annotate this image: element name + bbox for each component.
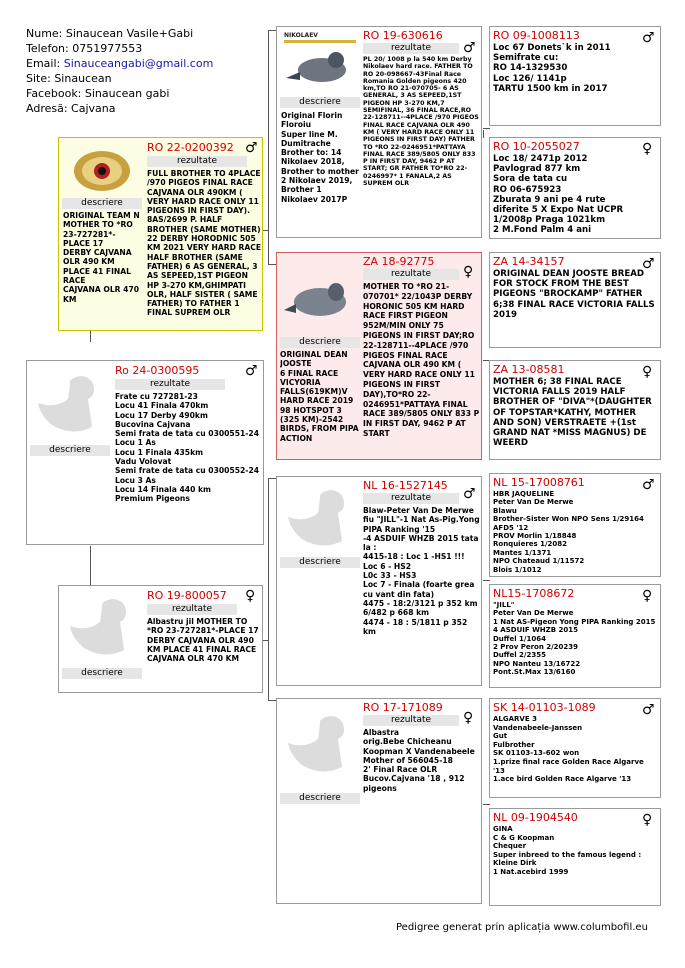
- gs2-results: Blaw-Peter Van De Merwe fiu "JILL"-1 Nat As-Pig.Yong PIPA Ranking '15 -4 ASDUIF WHZB 2015 tata la : 4415-18 : Loc 1 -HS1 !!! Loc 6 - HS2 L0c 33 - HS3 Loc 7 - Finala (foarte grea cu vant din fata) 4475 - 18:2/3121 p 352 km 6/482 p 668 km 4474 - 18 : 5/1811 p 352 km: [363, 506, 480, 636]
- ggp-7-results: ALGARVE 3 Vandenabeele-Janssen Gut Fulbrother SK 01103-13-602 won 1.prize final race Golden Race Algarve '13 1.ace bird Golden Race Algarve '13: [493, 715, 644, 784]
- gd2-photo: [280, 702, 360, 792]
- gd1-results: MOTHER TO *RO 21-070701* 22/1043P DERBY HORONIC 505 KM HARD RACE FIRST PIGEON 952M/MIN ONLY 75 PIGEONS IN FIRST DAY;RO 22-128711--4PLACE /970 PIGEOS FINAL RACE CAJVANA OLR 490 KM ( VERY HARD RACE ONLY 11 PIGEONS IN FIRST DAY),TO*RO 22-0246951*PATTAYA FINAL RACE 389/5805 ONLY 833 P IN FIRST DAY, 9462 P AT START: [363, 282, 480, 438]
- ggp-8-ring: NL 09-1904540: [493, 811, 578, 824]
- male-icon: ♂: [245, 363, 258, 379]
- ggp-card-8[interactable]: [489, 808, 661, 906]
- owner-phone: Telefon: 0751977553: [26, 42, 143, 55]
- ggp-3-results: ORIGINAL DEAN JOOSTE BREAD FOR STOCK FROM THE BEST PIGEONS "BROCKAMP" FATHER 6;38 FINAL RACE VICTORIA FALLS 2019: [493, 269, 655, 320]
- owner-info: [26, 26, 213, 116]
- pigeon-silhouette-icon: [62, 589, 142, 667]
- male-icon: ♂: [463, 486, 476, 502]
- owner-address: Adresă: Cajvana: [26, 102, 116, 115]
- subject-photo: [30, 364, 110, 448]
- ggp-6-ring: NL15-1708672: [493, 587, 575, 600]
- gd2-results: Albastra orig.Bebe Chicheanu Koopman X Vandenabeele Mother of 566045-18 2' Final Race OLR Bucov.Cajvana '18 , 912 pigeons: [363, 728, 475, 793]
- female-icon: ♀: [463, 710, 474, 726]
- subject-card[interactable]: [26, 360, 264, 545]
- owner-email-label: Email:: [26, 57, 64, 70]
- connector-line: [483, 804, 490, 805]
- owner-email-row: [26, 56, 213, 71]
- connector-line: [268, 478, 269, 700]
- male-icon: ♂: [642, 30, 655, 46]
- male-icon: ♂: [463, 40, 476, 56]
- gs1-results: PL 20/ 1008 p la 540 km Derby Nikolaev hard race. FATHER TO RO 20-098667-43Final Race Romania Golden pigeons 420 km,TO RO 21-070705- 6 AS GENERAL, 3 AS SEPEED,1ST PIGEON HP 3-270 KM,7 SEMIFINAL, 36 FINAL RACE,RO 22-128711--4PLACE /970 PIGEOS FINAL RACE CAJVANA OLR 490 KM ( VERY HARD RACE ONLY 11 PIGEONS IN FIRST DAY) FATHER TO *RO 22-0246951*PATTAYA FINAL RACE 389/5805 ONLY 833 P IN FIRST DAY, 9462 P AT START; GR FATHER TO*RO 22-0246997* 1 FANALA,2 AS SUPREM OLR: [363, 56, 479, 188]
- sire-photo: [62, 141, 142, 197]
- gs2-ring: NL 16-1527145: [363, 479, 448, 492]
- ggp-3-ring: ZA 14-34157: [493, 255, 565, 268]
- ggp-4-ring: ZA 13-08581: [493, 363, 565, 376]
- gd1-results-label[interactable]: rezultate: [363, 269, 459, 280]
- gd2-desc-label[interactable]: descriere: [280, 793, 360, 804]
- owner-facebook: Facebook: Sinaucean gabi: [26, 87, 170, 100]
- ggp-card-2[interactable]: [489, 137, 661, 239]
- gs1-photo-banner: NIKOLAEV: [284, 32, 318, 39]
- owner-site: Site: Sinaucean: [26, 72, 112, 85]
- ggp-7-ring: SK 14-01103-1089: [493, 701, 596, 714]
- subject-results: Frate cu 727281-23 Locu 41 Finala 470km Locu 17 Derby 490km Bucovina Cajvana Semi frata de tata cu 0300551-24 Locu 1 As Locu 1 Finala 435km Vadu Volovat Semi frate de tata cu 0300552-24 Locu 3 As Locu 14 Finala 440 km Premium Pigeons: [115, 392, 260, 504]
- ggp-card-5[interactable]: [489, 473, 661, 577]
- gd1-photo-text: ORIGINAL DEAN JOOSTE 6 FINAL RACE VICYORIA FALLS(619KM)V HARD RACE 2019 98 HOTSPOT 3 (325 KM)-2542 BIRDS, FROM PIPA ACTION: [280, 350, 359, 443]
- connector-line: [483, 130, 484, 138]
- ggp-8-results: GINA C & G Koopman Chequer Super inbreed to the famous legend : Kleine Dirk 1 Nat.acebird 1999: [493, 825, 642, 876]
- gs2-card[interactable]: [276, 476, 482, 686]
- sire-results-label[interactable]: rezultate: [147, 156, 247, 167]
- male-icon: ♂: [245, 140, 258, 156]
- dam-results: Albastru jil MOTHER TO *RO 23-727281*-PLACE 17 DERBY CAJVANA OLR 490 KM PLACE 41 FINAL RACE CAJVANA OLR 470 KM: [147, 617, 259, 664]
- ggp-5-results: HBR JAQUELINE Peter Van De Merwe Blawu Brother-Sister Won NPO Sens 1/29164 AFD5 '12 PROV Morlin 1/18848 Ronquieres 1/2082 Mantes 1/1371 NPO Chateaud 1/11572 Blois 1/1012: [493, 490, 644, 574]
- gs1-ring: RO 19-630616: [363, 29, 443, 42]
- female-icon: ♀: [463, 264, 474, 280]
- ggp-card-6[interactable]: [489, 584, 661, 688]
- dam-results-label[interactable]: rezultate: [147, 604, 237, 615]
- connector-line: [90, 330, 91, 342]
- connector-line: [483, 580, 490, 581]
- sire-ring: RO 22-0200392: [147, 141, 234, 154]
- sire-photo-text: ORIGINAL TEAM N MOTHER TO *RO 23-727281*-PLACE 17 DERBY CAJVANA OLR 490 KM PLACE 41 FINAL RACE CAJVANA OLR 470 KM: [63, 211, 140, 304]
- pigeon-silhouette-icon: [280, 702, 360, 792]
- dam-desc-label[interactable]: descriere: [62, 668, 142, 679]
- gs1-results-label[interactable]: rezultate: [363, 43, 459, 54]
- gs1-card[interactable]: [276, 26, 482, 238]
- female-icon: ♀: [642, 141, 653, 157]
- gs2-photo: [280, 480, 360, 556]
- ggp-4-results: MOTHER 6; 38 FINAL RACE VICTORIA FALLS 2019 HALF BROTHER OF "DIVA"*(DAUGHTER OF TOPSTAR*KATHY, MOTHER AND SON) VERSTRAETE +(1st GRAND NAT *MISS MAGNUS) DE WEERD: [493, 377, 652, 449]
- gs1-desc-label[interactable]: descriere: [280, 97, 360, 108]
- owner-name: Nume: Sinaucean Vasile+Gabi: [26, 27, 194, 40]
- male-icon: ♂: [642, 256, 655, 272]
- dam-card[interactable]: [58, 585, 263, 693]
- gd2-results-label[interactable]: rezultate: [363, 715, 459, 726]
- gs1-photo-text: Original Florin Floroiu Super line M. Dumitrache Brother to: 14 Nikolaev 2018, Brother to mother 2 Nikolaev 2019, Brother 1 Nikolaev 2017P: [281, 111, 359, 204]
- dam-ring: RO 19-800057: [147, 589, 227, 602]
- gs2-results-label[interactable]: rezultate: [363, 493, 459, 504]
- pigeon-photo-icon: [280, 30, 360, 94]
- connector-line: [268, 30, 269, 264]
- gd1-desc-label[interactable]: descriere: [280, 337, 360, 348]
- ggp-card-4[interactable]: [489, 360, 661, 460]
- owner-email[interactable]: Sinauceangabi@gmail.com: [63, 57, 214, 70]
- pigeon-photo-icon: [280, 256, 360, 334]
- female-icon: ♀: [642, 812, 653, 828]
- ggp-2-results: Loc 18/ 2471p 2012 Pavlograd 877 km Sora de tata cu RO 06-675923 Zburata 9 ani pe 4 rute diferite 5 X Expo Nat UCPR 1/2008p Praga 1021km 2 M.Fond Palm 4 ani: [493, 154, 624, 236]
- connector-line: [90, 546, 91, 586]
- gd1-ring: ZA 18-92775: [363, 255, 435, 268]
- footer-credit: Pedigree generat prin aplicația www.columbofil.eu: [396, 922, 648, 933]
- ggp-5-ring: NL 15-17008761: [493, 476, 585, 489]
- pigeon-photo-icon: [62, 141, 142, 197]
- ggp-1-results: Loc 67 Donets`k in 2011 Semifrate cu: RO 14-1329530 Loc 126/ 1141p TARTU 1500 km in 2017: [493, 43, 611, 94]
- sire-desc-label[interactable]: descriere: [62, 198, 142, 209]
- gd2-ring: RO 17-171089: [363, 701, 443, 714]
- pigeon-silhouette-icon: [30, 364, 110, 448]
- subject-results-label[interactable]: rezultate: [115, 379, 225, 390]
- sire-card[interactable]: [58, 137, 263, 331]
- ggp-2-ring: RO 10-2055027: [493, 140, 580, 153]
- ggp-6-results: "JILL" Peter Van De Merwe 1 Nat AS-Pigeon Yong PIPA Ranking 2015 4 ASDUIF WHZB 2015 Duffel 1/1064 2 Prov Peron 2/20239 Duffel 2/2355 NPO Nanteu 13/16722 Pont.St.Max 13/6160: [493, 601, 656, 677]
- female-icon: ♀: [245, 588, 256, 604]
- gs1-photo: [280, 30, 360, 94]
- gs2-desc-label[interactable]: descriere: [280, 557, 360, 568]
- gd1-card[interactable]: [276, 252, 482, 460]
- subject-ring: Ro 24-0300595: [115, 364, 200, 377]
- ggp-card-3[interactable]: [489, 252, 661, 348]
- connector-line: [483, 128, 490, 129]
- female-icon: ♀: [642, 364, 653, 380]
- gd1-photo: [280, 256, 360, 334]
- dam-photo: [62, 589, 142, 667]
- female-icon: ♀: [642, 588, 653, 604]
- sire-results: FULL BROTHER TO 4PLACE /970 PIGEOS FINAL RACE CAJVANA OLR 490KM ( VERY HARD RACE ONLY 11 PIGEONS IN FIRST DAY). 8AS/2699 P. HALF BROTHER (SAME MOTHER) 22 DERBY HORODNIC 505 KM 2021 VERY HARD RACE HALF BROTHER (SAME FATHER) 6 AS GENERAL, 3 AS SEPEED,1ST PIGEON HP 3-270 KM,GHIMPATI OLR, HALF SISTER ( SAME FATHER) TO FATHER 1 FINAL SUPREM OLR: [147, 169, 261, 318]
- ggp-card-1[interactable]: [489, 26, 661, 126]
- gd2-card[interactable]: [276, 698, 482, 904]
- subject-desc-label[interactable]: descriere: [30, 445, 110, 456]
- pigeon-silhouette-icon: [280, 480, 360, 556]
- male-icon: ♂: [642, 477, 655, 493]
- ggp-1-ring: RO 09-1008113: [493, 29, 580, 42]
- ggp-card-7[interactable]: [489, 698, 661, 798]
- male-icon: ♂: [642, 702, 655, 718]
